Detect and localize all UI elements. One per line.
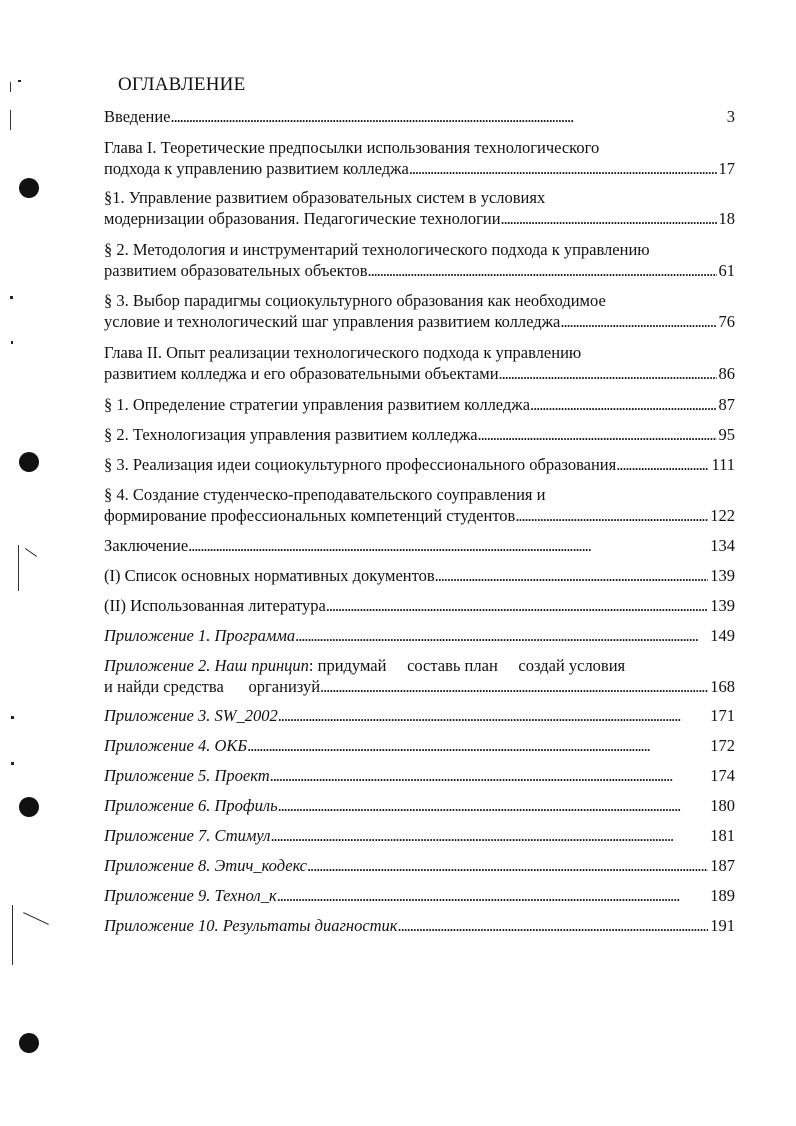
toc-entry-last-line <box>104 855 735 876</box>
toc-entry-title: Приложение 9. Технол_к <box>104 886 277 905</box>
scan-mark <box>10 110 11 130</box>
toc-entry[interactable] <box>104 454 735 475</box>
toc-page-number: 111 <box>711 455 735 474</box>
toc-entry-title: Введение <box>104 107 171 126</box>
scan-mark <box>10 82 11 92</box>
toc-entry-last-line <box>104 363 735 384</box>
toc-entry[interactable] <box>104 394 735 415</box>
toc-page-number: 191 <box>710 916 735 935</box>
toc-entry[interactable] <box>104 765 735 786</box>
dot-leader <box>515 505 708 526</box>
dot-leader <box>307 855 708 876</box>
toc-entry[interactable] <box>104 595 735 616</box>
toc-entry-last-line <box>104 260 735 281</box>
toc-entry[interactable] <box>104 187 735 229</box>
toc-entry-title: (I) Список основных нормативных документов <box>104 566 435 585</box>
toc-entry-title-line <box>104 655 735 676</box>
toc-page-number: 171 <box>710 706 735 725</box>
toc-entry-title: условие и технологический шаг управления развитием колледжа <box>104 312 561 331</box>
toc-entry-title-line <box>104 137 735 158</box>
toc-entry-last-line <box>104 595 735 616</box>
toc-entry-title: формирование профессиональных компетенций студентов <box>104 506 516 525</box>
toc-entry-title: Приложение 8. Этич_кодекс <box>104 856 307 875</box>
toc-entry-title-line <box>104 484 735 505</box>
toc-entry-title: подхода к управлению развитием колледжа <box>104 159 409 178</box>
toc-entry[interactable] <box>104 239 735 281</box>
dot-leader <box>409 158 717 179</box>
dot-leader <box>295 625 708 646</box>
toc-page-number: 18 <box>718 209 735 228</box>
toc-entry[interactable] <box>104 565 735 586</box>
toc-page-number: 61 <box>718 261 735 280</box>
toc-entry-last-line <box>104 505 735 526</box>
dot-leader <box>530 394 716 415</box>
scan-mark <box>25 548 37 557</box>
dot-leader <box>278 795 709 816</box>
toc-entry-title: Глава I. Теоретические предпосылки использования технологического <box>104 138 600 157</box>
toc-page-number: 139 <box>710 566 735 585</box>
toc-entry-title-line <box>104 290 735 311</box>
toc-entry-title: Приложение 7. Стимул <box>104 826 271 845</box>
scan-mark <box>12 905 13 965</box>
toc-entry-title: Приложение 5. Проект <box>104 766 270 785</box>
toc-entry-last-line <box>104 885 735 906</box>
toc-entry-title: и найди средства организуй <box>104 677 321 696</box>
toc-page-number: 95 <box>718 425 735 444</box>
toc-page-number: 87 <box>718 395 735 414</box>
toc-entry-title: развитием колледжа и его образовательными объектами <box>104 364 499 383</box>
toc-entry-last-line <box>104 825 735 846</box>
dot-leader <box>326 595 708 616</box>
toc-page-number: 139 <box>710 596 735 615</box>
toc-entry[interactable] <box>104 290 735 332</box>
toc-entry-last-line <box>104 735 735 756</box>
toc-entry[interactable] <box>104 735 735 756</box>
toc-entry-title: развитием образовательных объектов <box>104 261 368 280</box>
scan-mark <box>23 912 49 925</box>
toc-page-number: 86 <box>718 364 735 383</box>
toc-entry-title: § 4. Создание студенческо-преподавательского соуправления и <box>104 485 546 504</box>
toc-entry-last-line <box>104 765 735 786</box>
toc-heading: ОГЛАВЛЕНИЕ <box>118 74 246 95</box>
scan-mark <box>11 716 14 719</box>
toc-page-number: 180 <box>710 796 735 815</box>
toc-entry-title-line <box>104 342 735 363</box>
toc-entry-title: модернизации образования. Педагогические технологии <box>104 209 501 228</box>
dot-leader <box>616 454 709 475</box>
toc-entry-title: Приложение 10. Результаты диагностик <box>104 916 398 935</box>
scan-mark <box>18 80 21 82</box>
toc-entry[interactable] <box>104 885 735 906</box>
toc-entry-last-line <box>104 705 735 726</box>
toc-entry-title-line <box>104 239 735 260</box>
toc-page-number: 181 <box>710 826 735 845</box>
toc-entry-title: § 2. Методология и инструментарий технологического подхода к управлению <box>104 240 650 259</box>
toc-entry[interactable] <box>104 655 735 697</box>
toc-entry-title: Глава II. Опыт реализации технологического подхода к управлению <box>104 343 582 362</box>
binder-hole <box>19 452 39 472</box>
toc-entry-title: Приложение 2. Наш принцип <box>104 656 309 675</box>
toc-entry-last-line <box>104 795 735 816</box>
binder-hole <box>19 1033 39 1053</box>
dot-leader <box>398 915 709 936</box>
toc-page-number: 172 <box>710 736 735 755</box>
toc-entry-last-line <box>104 208 735 229</box>
toc-entry[interactable] <box>104 825 735 846</box>
toc-entry-last-line <box>104 454 735 475</box>
dot-leader <box>560 311 716 332</box>
toc-entry-title: § 2. Технологизация управления развитием колледжа <box>104 425 478 444</box>
dot-leader <box>277 885 709 906</box>
toc-entry-last-line <box>104 158 735 179</box>
dot-leader <box>320 676 708 697</box>
toc-page-number: 174 <box>710 766 735 785</box>
toc-page-number: 187 <box>710 856 735 875</box>
toc-entry-last-line <box>104 424 735 445</box>
toc-entry-title: § 1. Определение стратегии управления развитием колледжа <box>104 395 531 414</box>
toc-entry-last-line <box>104 915 735 936</box>
toc-entry-last-line <box>104 394 735 415</box>
toc-page-number: 17 <box>718 159 735 178</box>
toc-entry[interactable] <box>104 915 735 936</box>
toc-entry[interactable] <box>104 424 735 445</box>
scan-mark <box>10 296 13 299</box>
scan-mark <box>18 545 19 591</box>
dot-leader <box>499 363 717 384</box>
toc-entry[interactable] <box>104 137 735 179</box>
toc-entry[interactable] <box>104 106 735 127</box>
dot-leader <box>478 424 717 445</box>
toc-page-number: 168 <box>710 677 735 696</box>
toc-entry-title: Приложение 6. Профиль <box>104 796 278 815</box>
toc-page-number: 134 <box>710 536 735 555</box>
dot-leader <box>188 535 708 556</box>
binder-hole <box>19 797 39 817</box>
dot-leader <box>501 208 717 229</box>
dot-leader <box>368 260 717 281</box>
toc-entry-last-line <box>104 106 735 127</box>
toc-entry[interactable] <box>104 535 735 556</box>
toc-entry-last-line <box>104 535 735 556</box>
dot-leader <box>271 825 709 846</box>
dot-leader <box>278 705 709 726</box>
toc-entry-title: Приложение 3. SW_2002 <box>104 706 278 725</box>
toc-entry[interactable] <box>104 795 735 816</box>
toc-entry-title: Заключение <box>104 536 189 555</box>
toc-entry-last-line <box>104 676 735 697</box>
toc-entry-title: (II) Использованная литература <box>104 596 326 615</box>
toc-page-number: 189 <box>710 886 735 905</box>
scan-mark <box>11 762 14 765</box>
dot-leader <box>270 765 709 786</box>
toc-entry-last-line <box>104 311 735 332</box>
toc-entry-title: Приложение 1. Программа <box>104 626 296 645</box>
toc-entry-title: : придумай составь план создай условия <box>308 656 626 675</box>
toc-entry-title: § 3. Выбор парадигмы социокультурного образования как необходимое <box>104 291 606 310</box>
dot-leader <box>435 565 709 586</box>
toc-entry-title: § 3. Реализация идеи социокультурного профессионального образования <box>104 455 617 474</box>
toc-entry[interactable] <box>104 484 735 526</box>
toc-page-number: 3 <box>726 107 735 126</box>
scan-mark <box>11 341 13 344</box>
toc-entry-last-line <box>104 565 735 586</box>
toc-page-number: 149 <box>710 626 735 645</box>
toc-entry-last-line <box>104 625 735 646</box>
toc-entry-title-line <box>104 187 735 208</box>
toc-entry-title: §1. Управление развитием образовательных систем в условиях <box>104 188 546 207</box>
dot-leader <box>247 735 708 756</box>
toc-entry-title: Приложение 4. ОКБ <box>104 736 248 755</box>
toc-page-number: 122 <box>710 506 735 525</box>
toc-page-number: 76 <box>718 312 735 331</box>
toc-entry[interactable] <box>104 855 735 876</box>
dot-leader <box>171 106 725 127</box>
toc-entry[interactable] <box>104 625 735 646</box>
binder-hole <box>19 178 39 198</box>
toc-entry[interactable] <box>104 705 735 726</box>
toc-entry[interactable] <box>104 342 735 384</box>
